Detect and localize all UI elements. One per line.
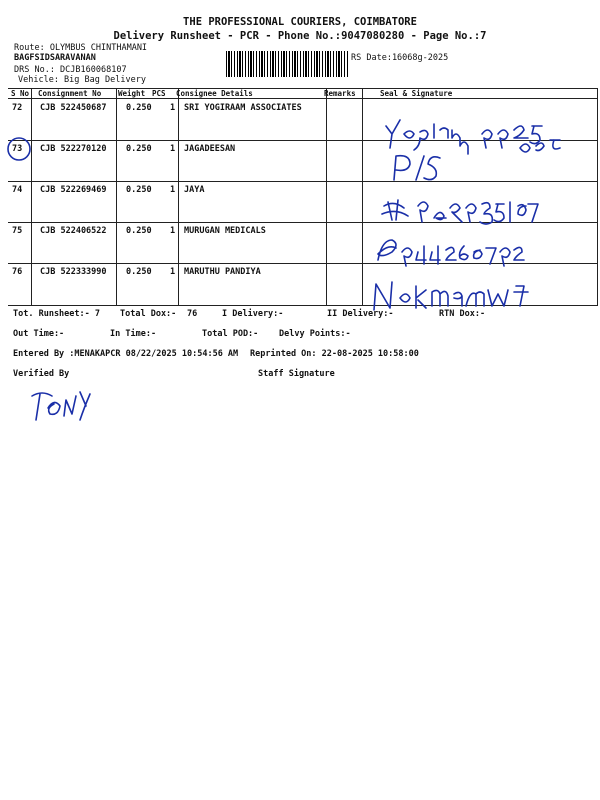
out-time: Out Time:- [13,329,65,339]
signature-row-75 [372,232,532,270]
row-consignment: CJB 522406522 [40,226,107,236]
row-weight: 0.250 [126,144,152,154]
row-consignee: JAGADEESAN [184,144,236,154]
row-pcs: 1 [170,226,176,236]
rs-date: RS Date:16068g-2025 [351,53,449,63]
row-pcs: 1 [170,185,176,195]
row-weight: 0.250 [126,267,152,277]
route-label: Route: OLYMBUS CHINTHAMANI [14,43,148,53]
row-consignee: MURUGAN MEDICALS [184,226,266,236]
row-consignment: CJB 522270120 [40,144,107,154]
signature-row-74 [378,192,553,228]
staff-label: BAGFSIDSARAVANAN [14,53,96,63]
total-dox-label: Total Dox:- [120,309,177,319]
entered-by: Entered By :MENAKAPCR 08/22/2025 10:54:56 AM [13,349,239,359]
header-pcs: PCS [152,89,166,98]
ii-delivery: II Delivery:- [327,309,394,319]
row-sno: 74 [12,185,23,195]
row-pcs: 1 [170,267,176,277]
drs-number: DRS No.: DCJB160068107 [14,65,127,75]
total-runsheet: Tot. Runsheet:- 7 [13,309,100,319]
i-delivery: I Delivery:- [222,309,284,319]
row-sno: 75 [12,226,23,236]
row-consignment: CJB 522333990 [40,267,107,277]
header-consignment: Consignment No [38,89,102,98]
signature-row-73 [388,150,448,184]
in-time: In Time:- [110,329,157,339]
header-remarks: Remarks [324,89,356,98]
verifier-signature [26,386,96,426]
reprinted-on: Reprinted On: 22-08-2025 10:58:00 [250,349,419,359]
row-sno: 72 [12,103,23,113]
row-weight: 0.250 [126,103,152,113]
header-seal: Seal & Signature [380,89,453,98]
staff-signature-label: Staff Signature [258,369,335,379]
header-weight: Weight [118,89,146,98]
rtn-dox: RTN Dox:- [439,309,486,319]
row-pcs: 1 [170,103,176,113]
row-consignee: JAYA [184,185,205,195]
row-consignment: CJB 522450687 [40,103,107,113]
header-sno: S No [11,89,30,98]
row-consignee: MARUTHU PANDIYA [184,267,261,277]
row-weight: 0.250 [126,226,152,236]
total-pod: Total POD:- [202,329,259,339]
row-consignment: CJB 522269469 [40,185,107,195]
row-consignee: SRI YOGIRAAM ASSOCIATES [184,103,302,113]
delvy-points: Delvy Points:- [279,329,351,339]
row-pcs: 1 [170,144,176,154]
header-consignee: Consignee Details [176,89,253,98]
runsheet-subtitle: Delivery Runsheet - PCR - Phone No.:9047080280 - Page No.:7 [113,30,487,42]
vehicle-label: Vehicle: Big Bag Delivery [18,75,146,85]
barcode [226,51,348,77]
row-weight: 0.250 [126,185,152,195]
company-title: THE PROFESSIONAL COURIERS, COIMBATORE [183,16,417,28]
verified-by-label: Verified By [13,369,70,379]
row-sno: 73 [12,144,23,154]
handwritten-circle-mark [5,135,33,163]
row-sno: 76 [12,267,23,277]
total-dox-value: 76 [187,309,198,319]
